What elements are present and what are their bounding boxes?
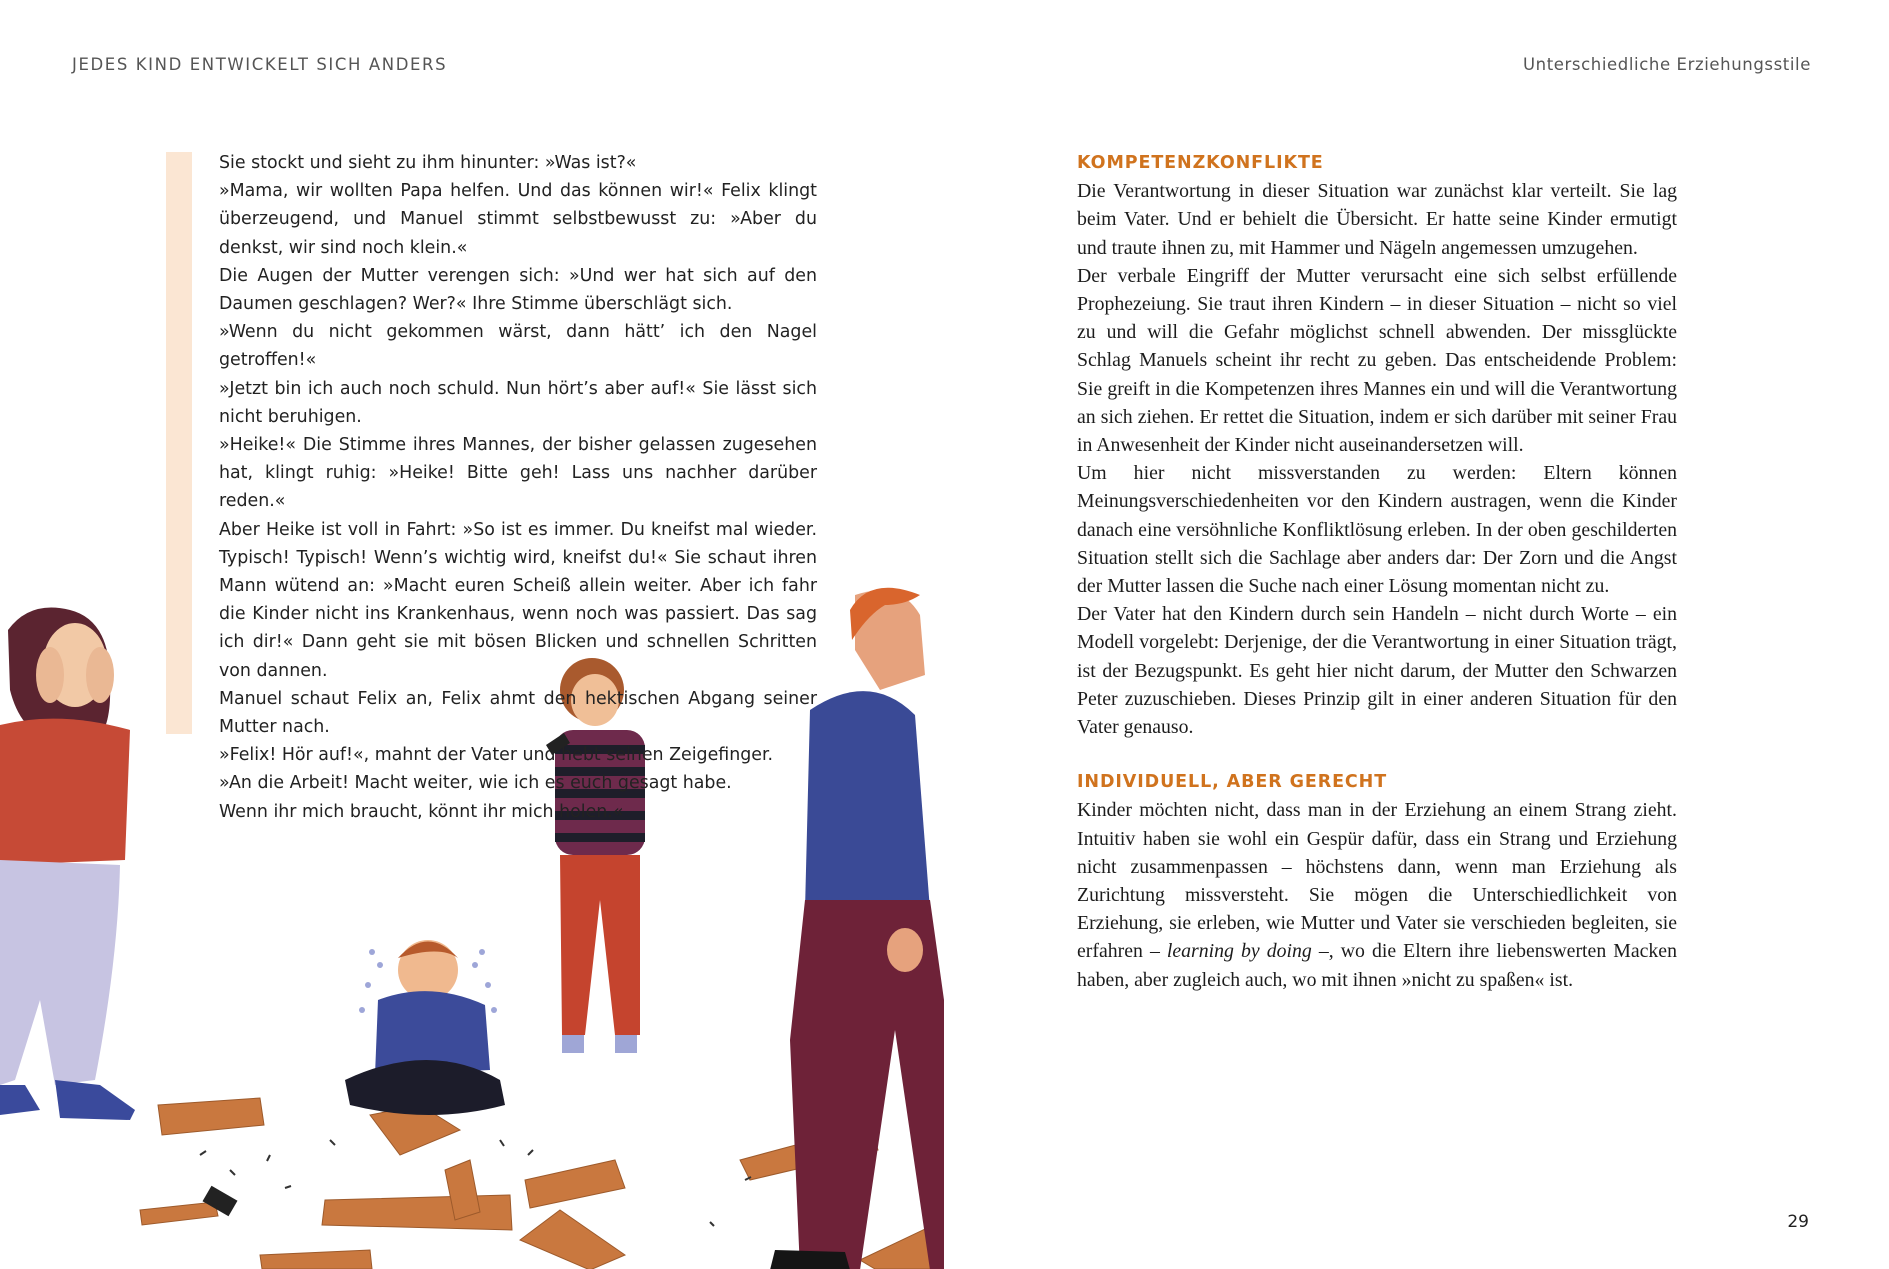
story-paragraph: »Mama, wir wollten Papa helfen. Und das können wir!« Felix klingt überzeugend, und Manuel stimmt selbstbewusst zu: »Aber du denkst, wir sind noch klein.« — [219, 181, 817, 258]
story-paragraph: »Jetzt bin ich auch noch schuld. Nun hört’s aber auf!« Sie lässt sich nicht beruhigen. — [219, 378, 817, 427]
right-page — [944, 0, 1889, 1269]
text-segment: Kinder möchten nicht, dass man in der Erziehung an einem Strang zieht. Intuitiv haben sie wohl ein Gespür dafür, dass ein Strang und Erziehung nicht zusammenpassen – höchstens dann, wenn man Erziehung als Zurichtung missversteht. Sie mögen die Unterschiedlichkeit von Erziehung, sie erleben, wie Mutter und Vater sie verschieden begleiten, sie erfahren – — [1077, 799, 1677, 963]
body-paragraph — [1077, 796, 1677, 993]
body-paragraph: Der verbale Eingriff der Mutter verursacht eine sich selbst erfüllende Prophezeiung. Sie traut ihren Kindern – in dieser Situation – nicht so viel zu und will die Gefahr möglichst schnell abwenden. Der missglückte Schlag Manuels scheint ihr recht zu geben. Das entscheidende Problem: Sie greift in die Kompetenzen ihres Mannes ein und will die Verantwortung an sich ziehen. Er rettet die Situation, indem er sich darüber mit seiner Frau in Anwesenheit der Kinder nicht auseinandersetzen will. — [1077, 264, 1677, 457]
left-page — [0, 0, 944, 1269]
story-paragraph: »An die Arbeit! Macht weiter, wie ich es euch gesagt habe. — [219, 773, 732, 794]
crying-boy-figure — [345, 940, 505, 1115]
story-paragraph: »Felix! Hör auf!«, mahnt der Vater und hebt seinen Zeigefinger. — [219, 745, 774, 766]
story-paragraph: Manuel schaut Felix an, Felix ahmt den hektischen Abgang seiner Mutter nach. — [219, 688, 817, 738]
story-paragraph: »Wenn du nicht gekommen wärst, dann hätt’ ich den Nagel getroffen!« — [219, 322, 817, 371]
story-paragraph: Die Augen der Mutter verengen sich: »Und wer hat sich auf den Daumen geschlagen? Wer?« Ihre Stimme überschlägt sich. — [219, 265, 817, 315]
page-number: 29 — [1787, 1212, 1809, 1232]
story-text — [219, 149, 817, 826]
section-heading-kompetenzkonflikte: KOMPETENZKONFLIKTE — [1077, 153, 1324, 173]
story-paragraph: Sie stockt und sieht zu ihm hinunter: »Was ist?« — [219, 153, 637, 173]
body-paragraph: Um hier nicht missverstanden zu werden: Eltern können Meinungsverschiedenheiten vor den Kindern austragen, wenn die Kinder danach eine versöhnliche Konfliktlösung erleben. In der oben geschilderten Situation stellt sich die Sachlage aber anders dar: Der Zorn und die Angst der Mutter lassen die Suche nach einer Lösung momentan nicht zu. — [1077, 462, 1677, 598]
body-column — [1077, 149, 1677, 994]
body-paragraph: Die Verantwortung in dieser Situation war zunächst klar verteilt. Sie lag beim Vater. Und er behielt die Übersicht. Er hatte seine Kinder ermutigt und traute ihnen zu, mit Hammer und Nägeln angemessen umzugehen. — [1077, 180, 1677, 259]
story-paragraph: »Heike!« Die Stimme ihres Mannes, der bisher gelassen zugesehen hat, klingt ruhig: »Heike! Bitte geh! Lass uns nachher darüber reden.« — [219, 435, 817, 512]
body-paragraph: Der Vater hat den Kindern durch sein Handeln – nicht durch Worte – ein Modell vorgelebt: Derjenige, der die Verantwortung in einer Situation trägt, ist der Bezugspunkt. Es geht hier nicht darum, der Mutter den Schwarzen Peter zuzuschieben. Dieses Prinzip gilt in einer anderen Situation für den Vater genauso. — [1077, 603, 1677, 739]
story-paragraph: Wenn ihr mich braucht, könnt ihr mich holen.« — [219, 801, 624, 822]
section-heading-individuell: INDIVIDUELL, ABER GERECHT — [1077, 772, 1388, 793]
emphasis-text: learning by doing — [1166, 940, 1312, 963]
running-head-left: JEDES KIND ENTWICKELT SICH ANDERS — [72, 55, 448, 74]
story-paragraph: Aber Heike ist voll in Fahrt: »So ist es immer. Du kneifst mal wieder. Typisch! Typisch! Wenn’s wichtig wird, kneifst du!« Sie schaut ihren Mann wütend an: »Macht euren Scheiß allein weiter. Aber ich fahr die Kinder nicht ins Krankenhaus, wenn noch was passiert. Das sag ich dir!« Dann geht sie mit bösen Blicken und schnellen Schritten von dannen. — [219, 519, 817, 681]
running-head-right: Unterschiedliche Erziehungsstile — [1522, 55, 1811, 74]
text-segment: –, wo die Eltern ihre liebenswerten Macken haben, aber zugleich auch, wo mit ihnen »nicht zu spaßen« ist. — [1077, 940, 1677, 991]
mother-figure — [0, 608, 135, 1121]
